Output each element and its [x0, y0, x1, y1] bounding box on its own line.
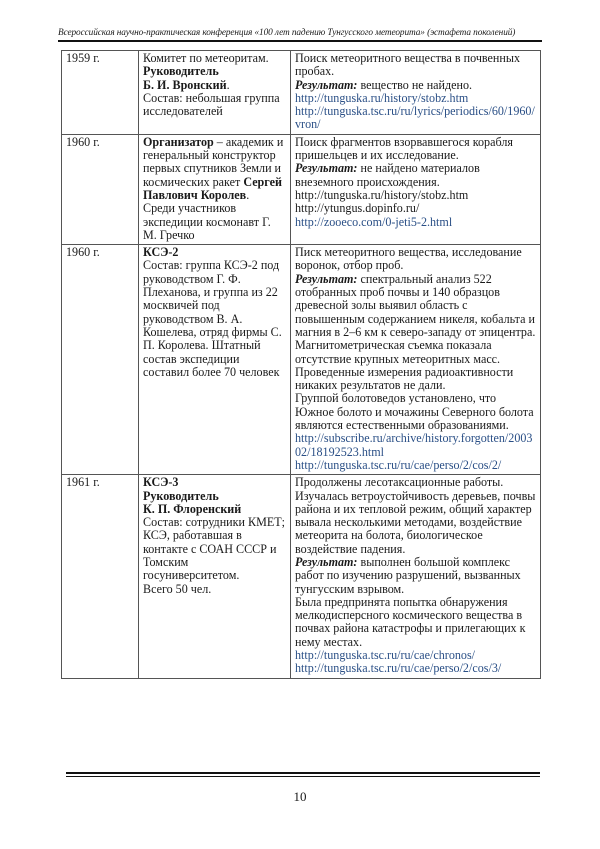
description-cell: [291, 475, 541, 678]
reference-link[interactable]: http://tunguska.tsc.ru/ru/lyrics/periodics/60/1960/vron/: [295, 104, 535, 132]
reference-link[interactable]: http://tunguska.tsc.ru/ru/cae/perso/2/cos/2/: [295, 457, 502, 472]
result-label: Результат:: [295, 77, 358, 92]
cell-text: Состав: сотрудники КМЕТ; КСЭ, работавшая в контакте с СОАН СССР и Томским госуниверситетом.: [143, 515, 285, 583]
cell-text: .: [246, 187, 250, 202]
cell-text: – академик и генеральный конструктор первых спутников Земли и космических ракет: [143, 134, 284, 189]
cell-text: Продолжены лесотаксационные работы. Изучалась ветроустойчивость деревьев, почвы района и их тепловой режим, общий характер вывала несколькими методами, воздействие метеорита на болота, биологическое воздействие падения.: [295, 475, 536, 556]
table-row: [62, 475, 541, 678]
cell-text: спектральный анализ 522 отобранных проб почвы и 140 образцов древесной золы выявил область с повышенным содержанием никеля, кобальта и магния в 2–6 км к северо-западу от эпицентра. Магнитометрическая съемка показала отсутствие крупных метеоритных масс. Проведенные измерения радиоактивности никаких результатов не дали.: [295, 271, 536, 393]
cell-text: Б. И. Вронский: [143, 77, 227, 92]
description-cell: [291, 51, 541, 135]
cell-text: Состав: группа КСЭ-2 под руководством Г. Ф. Плеханова, и группа из 22 москвичей под руководством В. А. Кошелева, отряд фирмы С. П. Королева. Штатный состав экспедиции составил более 70 человек: [143, 258, 282, 379]
expeditions-table: [61, 50, 541, 679]
year-cell: 1960 г.: [62, 134, 139, 244]
cell-text: Среди участников экспедиции космонавт Г. М. Гречко: [143, 201, 271, 242]
reference-link[interactable]: http://tunguska.ru/history/stobz.htm: [295, 90, 469, 105]
cell-text: Руководитель: [143, 488, 219, 503]
spacer: [295, 229, 537, 242]
reference-link[interactable]: http://zooeco.com/0-jeti5-2.html: [295, 214, 453, 229]
result-label: Результат:: [295, 161, 358, 176]
running-title: Всероссийская научно-практическая конференция «100 лет падению Тунгусского метеорита» (эстафета поколений): [58, 28, 516, 38]
cell-text: вещество не найдено.: [357, 77, 473, 92]
cell-text: выполнен большой комплекс работ по изучению разрушений, вызванных тунгусским взрывом.: [295, 554, 521, 596]
table-row: [62, 51, 541, 135]
footer-rule: [66, 772, 540, 775]
cell-text: не найдено материалов внеземного происхождения.: [295, 161, 480, 189]
cell-text: Поиск метеоритного вещества в почвенных пробах.: [295, 51, 521, 79]
reference-url-text: http://tunguska.ru/history/stobz.htm: [295, 187, 469, 202]
organizer-cell: [139, 245, 291, 475]
page-number: 10: [293, 789, 307, 804]
cell-text: .: [226, 77, 230, 92]
description-cell: [291, 245, 541, 475]
cell-text: Писк метеоритного вещества, исследование воронок, отбор проб.: [295, 245, 522, 273]
reference-url-text: http://ytungus.dopinfo.ru/: [295, 201, 420, 216]
cell-text: Всего 50 чел.: [143, 581, 212, 596]
year-cell: 1961 г.: [62, 475, 139, 678]
year-cell: 1959 г.: [62, 51, 139, 135]
organizer-cell: [139, 134, 291, 244]
cell-text: Организатор: [143, 134, 214, 149]
cell-text: КСЭ-3: [143, 475, 179, 490]
result-label: Результат:: [295, 271, 358, 286]
result-label: Результат:: [295, 554, 358, 569]
cell-text: Была предпринята попытка обнаружения мелкодисперсного космического вещества в почвах района катастрофы и прилегающих к нему местах.: [295, 594, 526, 649]
footer-rule-thin: [66, 776, 540, 777]
cell-text: Руководитель: [143, 64, 219, 79]
reference-link[interactable]: http://subscribe.ru/archive/history.forgotten/200302/18192523.html: [295, 431, 533, 459]
cell-text: Состав: небольшая группа исследователей: [143, 90, 280, 119]
reference-link[interactable]: http://tunguska.tsc.ru/ru/cae/perso/2/cos/3/: [295, 661, 502, 676]
cell-text: Группой болотоведов установлено, что Южное болото и мочажины Северного болота являются естественными образованиями.: [295, 391, 534, 433]
cell-text: Сергей Павлович Королев: [143, 174, 282, 202]
cell-text: КСЭ-2: [143, 245, 179, 260]
table-row: [62, 134, 541, 244]
running-header: [58, 28, 542, 42]
year-cell: 1960 г.: [62, 245, 139, 475]
cell-text: Комитет по метеоритам.: [143, 51, 269, 65]
organizer-cell: [139, 51, 291, 135]
description-cell: [291, 134, 541, 244]
organizer-cell: [139, 475, 291, 678]
cell-text: Поиск фрагментов взорвавшегося корабля пришельцев и их исследование.: [295, 134, 513, 163]
reference-link[interactable]: http://tunguska.tsc.ru/ru/cae/chronos/: [295, 648, 476, 663]
table-row: [62, 245, 541, 475]
cell-text: К. П. Флоренский: [143, 501, 242, 516]
